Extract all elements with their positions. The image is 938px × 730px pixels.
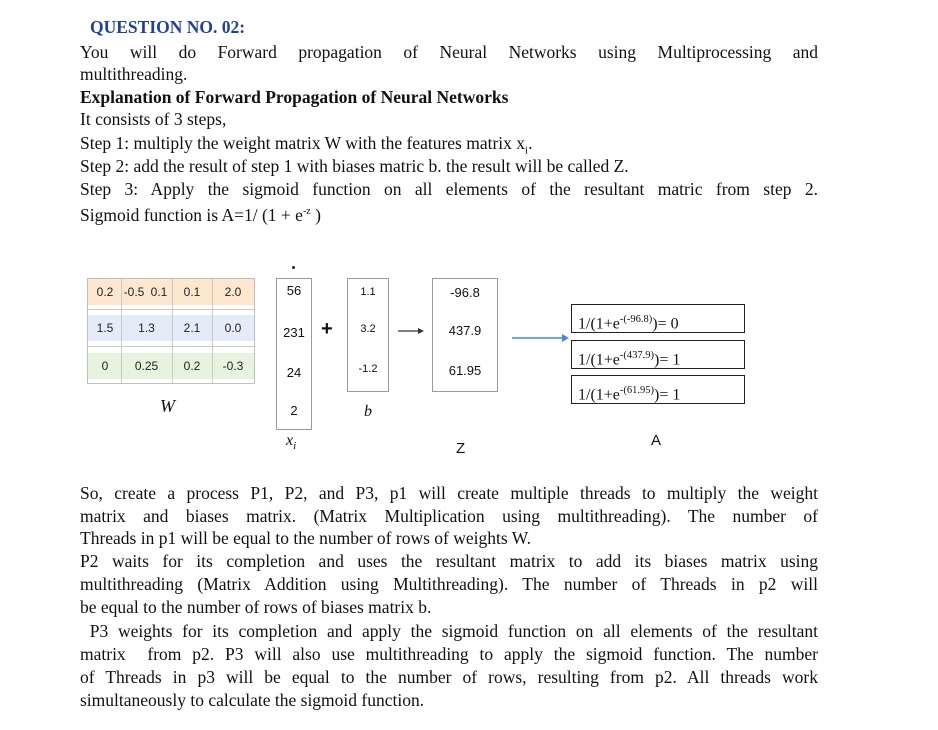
b-cell: -1.2 (358, 363, 378, 375)
x-cell: 24 (286, 365, 302, 380)
question-title: QUESTION NO. 02: (90, 17, 246, 37)
task-line: simultaneously to calculate the sigmoid function. (80, 690, 425, 710)
z-cell: 61.95 (448, 363, 482, 378)
arrow-icon (396, 326, 426, 336)
steps-intro: It consists of 3 steps, (80, 109, 227, 129)
dot-mark (292, 266, 295, 269)
task-line: P3 weights for its completion and apply the sigmoid function on all elements of the resultant (80, 621, 818, 641)
w-cell: 0.25 (134, 359, 159, 373)
w-cell: 0.1 (150, 285, 168, 299)
z-cell: 437.9 (448, 323, 482, 338)
step-3: Step 3: Apply the sigmoid function on all elements of the resultant matric from step 2. (80, 179, 818, 199)
x-cell: 2 (290, 403, 298, 418)
task-line: multithreading (Matrix Addition using Multithreading). The number of Threads in p2 will (80, 574, 818, 594)
w-cell: 0.2 (96, 285, 114, 299)
step-2: Step 2: add the result of step 1 with biases matric b. the result will be called Z. (80, 156, 629, 176)
explanation-heading: Explanation of Forward Propagation of Neural Networks (80, 87, 509, 107)
z-label: Z (456, 440, 466, 457)
w-cell: -0.3 (222, 359, 244, 373)
w-cell: 1.5 (96, 321, 114, 335)
sigmoid-definition: Sigmoid function is A=1/ ($1 + e^{-z}$ ) (80, 204, 321, 225)
b-cell: 1.1 (360, 286, 376, 298)
w-cell: 2.0 (224, 285, 242, 299)
w-cell: 1.3 (138, 321, 155, 335)
bias-label: b (364, 403, 372, 420)
a-row: $1/(1+e^{-(61.95)})= 1$ (571, 375, 745, 404)
z-vector (432, 278, 498, 392)
a-row: $1/(1+e^{-(-96.8)})= 0$ (571, 304, 745, 333)
weight-matrix-label: W (160, 396, 175, 416)
z-cell: -96.8 (450, 285, 480, 300)
task-line: P2 waits for its completion and uses the resultant matrix to add its biases matrix using (80, 551, 818, 571)
task-line: matrix and biases matrix. (Matrix Multiplication using multithreading). The number of (80, 506, 818, 526)
intro-line-1: You will do Forward propagation of Neural Networks using Multiprocessing and (80, 42, 818, 62)
task-line: be equal to the number of rows of biases matrix b. (80, 597, 432, 617)
a-row: $1/(1+e^{-(437.9)})= 1$ (571, 340, 745, 369)
features-label: $x_i$ (286, 432, 297, 453)
w-cell: 2.1 (183, 321, 201, 335)
weight-matrix (87, 278, 255, 384)
task-line: of Threads in p3 will be equal to the number of rows, resulting from p2. All threads work (80, 667, 818, 687)
w-cell: -0.5 (123, 285, 145, 299)
w-cell: 0 (101, 359, 109, 373)
w-cell: 0.0 (224, 321, 242, 335)
features-vector (276, 278, 312, 430)
intro-line-2: multithreading. (80, 64, 188, 84)
bias-vector (347, 278, 389, 392)
w-cell: 0.1 (183, 285, 201, 299)
a-label: A (651, 432, 662, 449)
b-cell: 3.2 (360, 323, 376, 335)
w-cell: 0.2 (183, 359, 201, 373)
task-line: matrix from p2. P3 will also use multithreading to apply the sigmoid function. The number (80, 644, 818, 664)
task-line: Threads in p1 will be equal to the number of rows of weights W. (80, 528, 532, 548)
x-cell: 56 (286, 283, 302, 298)
step-1: Step 1: multiply the weight matrix W with the features matrix $x_i$. (80, 133, 533, 157)
task-line: So, create a process P1, P2, and P3, p1 will create multiple threads to multiply the weight (80, 483, 818, 503)
arrow-right-icon (510, 332, 570, 344)
x-cell: 231 (283, 325, 305, 340)
plus-sign: + (321, 318, 333, 340)
